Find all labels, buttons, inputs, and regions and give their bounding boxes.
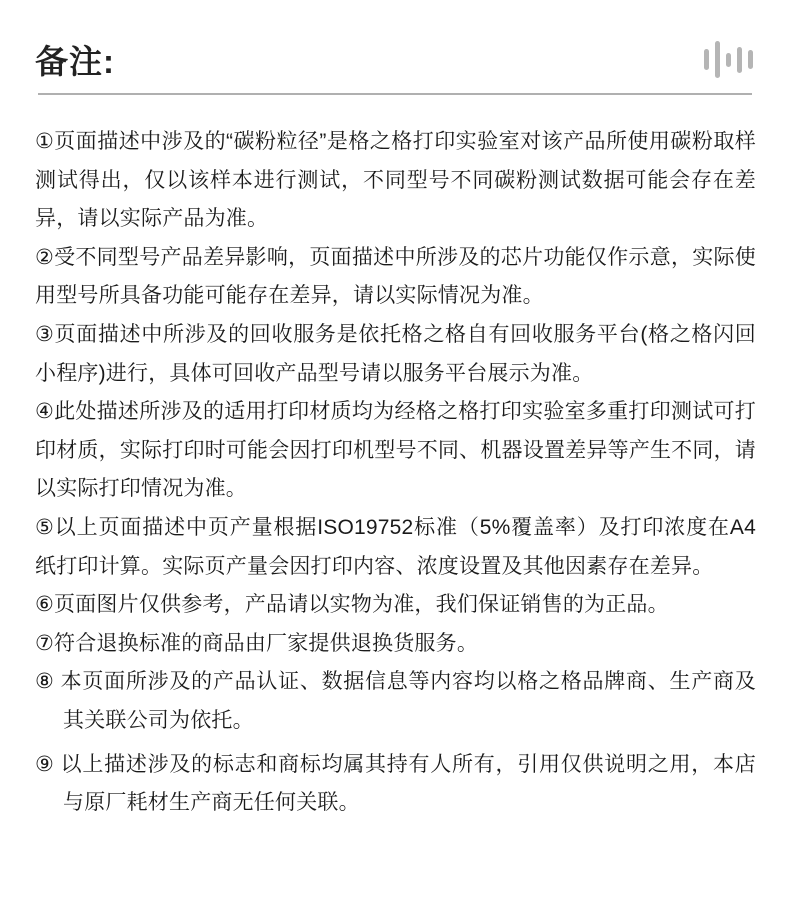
note-marker: ⑨: [35, 752, 55, 776]
note-item-9: [35, 746, 756, 823]
note-text: 此处描述所涉及的适用打印材质均为经格之格打印实验室多重打印测试可打印材质，实际打印时可能会因打印机型号不同、机器设置差异等产生不同，请以实际打印情况为准。: [35, 400, 756, 501]
note-item-3: [35, 316, 756, 393]
page-header: [0, 0, 790, 93]
note-text: 以上页面描述中页产量根据ISO19752标准（5%覆盖率）及打印浓度在A4纸打印计算。实际页产量会因打印内容、浓度设置及其他因素存在差异。: [35, 515, 756, 578]
waveform-bar: [704, 49, 709, 70]
note-item-5: [35, 509, 756, 586]
notes-list: [0, 95, 790, 823]
waveform-bar: [726, 53, 731, 67]
note-marker: ②: [35, 245, 55, 269]
note-text: 符合退换标准的商品由厂家提供退换货服务。: [54, 631, 479, 655]
note-text: 页面图片仅供参考，产品请以实物为准，我们保证销售的为正品。: [54, 593, 669, 617]
waveform-bar: [737, 47, 742, 73]
note-item-7: [35, 625, 756, 664]
note-text: 页面描述中涉及的“碳粉粒径”是格之格打印实验室对该产品所使用碳粉取样测试得出，仅以该样本进行测试，不同型号不同碳粉测试数据可能会存在差异，请以实际产品为准。: [35, 130, 756, 231]
note-marker: ⑥: [35, 593, 55, 617]
waveform-bar: [715, 41, 720, 78]
note-marker: ③: [35, 322, 55, 346]
note-item-4: [35, 393, 756, 509]
note-item-6: [35, 586, 756, 625]
note-marker: ⑤: [35, 515, 55, 539]
note-item-2: [35, 239, 756, 316]
note-item-8: [35, 663, 756, 740]
note-text: 以上描述涉及的标志和商标均属其持有人所有，引用仅供说明之用，本店与原厂耗材生产商无任何关联。: [60, 752, 756, 815]
note-item-1: [35, 123, 756, 239]
note-marker: ⑧: [35, 670, 55, 694]
page-title: 备注:: [35, 43, 115, 80]
note-marker: ①: [35, 130, 55, 153]
audio-waveform-icon: [704, 40, 753, 80]
note-text: 本页面所涉及的产品认证、数据信息等内容均以格之格品牌商、生产商及其关联公司为依托。: [60, 670, 756, 732]
waveform-bar: [748, 50, 753, 69]
note-marker: ⑦: [35, 631, 55, 655]
note-text: 页面描述中所涉及的回收服务是依托格之格自有回收服务平台(格之格闪回小程序)进行，具体可回收产品型号请以服务平台展示为准。: [35, 322, 757, 385]
note-text: 受不同型号产品差异影响，页面描述中所涉及的芯片功能仅作示意，实际使用型号所具备功能可能存在差异，请以实际情况为准。: [35, 245, 756, 308]
note-marker: ④: [35, 400, 55, 424]
